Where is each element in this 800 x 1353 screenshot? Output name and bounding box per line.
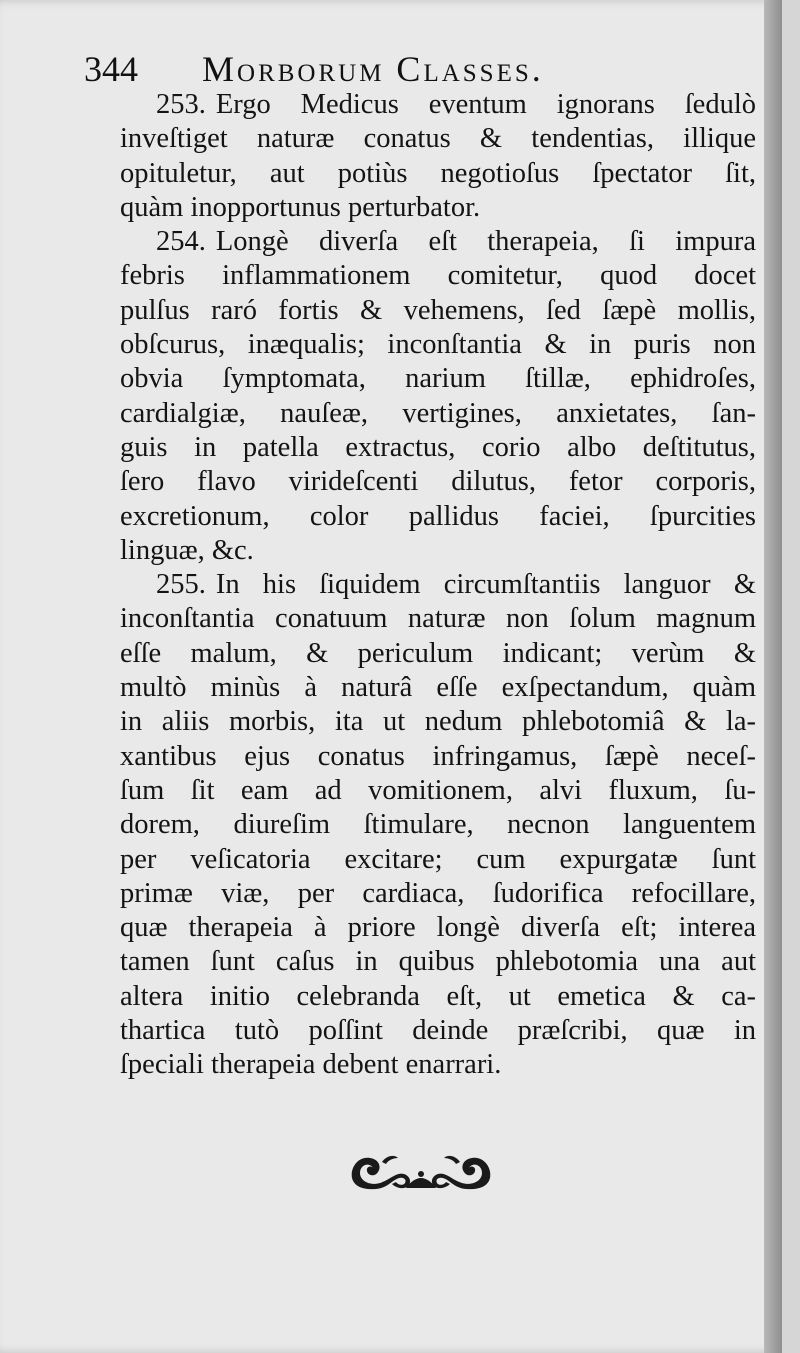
paragraph-255 (84, 568, 756, 1082)
text-line: opituletur, aut potiùs negotioſus ſpectator ſit, (120, 157, 756, 189)
text-line: primæ viæ, per cardiaca, ſudorifica refocillare, (120, 877, 756, 909)
text-line: obvia ſymptomata, narium ſtillæ, ephidroſes, (120, 363, 756, 395)
text-line: tamen ſunt caſus in quibus phlebotomia una aut (120, 946, 756, 978)
text-line: dorem, diureſim ſtimulare, necnon languentem (120, 809, 756, 841)
paragraph-254 (84, 225, 756, 568)
paragraph-number: 253. (156, 89, 206, 120)
text-line: pulſus raró fortis & vehemens, ſed ſæpè mollis, (120, 294, 756, 326)
text-line: inconſtantia conatuum naturæ non ſolum magnum (120, 603, 756, 635)
text-line: in aliis morbis, ita ut nedum phlebotomiâ & la- (120, 706, 756, 738)
text-line: per veſicatoria excitare; cum expurgatæ ſunt (120, 843, 756, 875)
page-number: 344 (84, 49, 138, 89)
text-line: ſum ſit eam ad vomitionem, alvi fluxum, ſu- (120, 774, 756, 806)
text-line: ſero flavo virideſcenti dilutus, fetor corporis, (120, 466, 756, 498)
text-line: quæ therapeia à priore longè diverſa eſt; interea (120, 912, 756, 944)
text-line: guis in patella extractus, corio albo deſtitutus, (120, 431, 756, 463)
text-line: cardialgiæ, nauſeæ, vertigines, anxietates, ſan- (120, 397, 756, 429)
text-line: 253. Ergo Medicus eventum ignorans ſedulò (156, 89, 756, 120)
paragraph-number: 254. (156, 226, 206, 258)
text-line: altera initio celebranda eſt, ut emetica & ca- (120, 980, 756, 1012)
page-edge-shadow (764, 0, 782, 1353)
page-header (84, 44, 764, 94)
text-line: multò minùs à naturâ eſſe exſpectandum, quàm (120, 672, 756, 704)
body-text (84, 88, 756, 1083)
text-line: 254. Longè diverſa eſt therapeia, ſi impura (156, 226, 756, 258)
paragraph-253 (84, 88, 756, 225)
text-line: xantibus ejus conatus infringamus, ſæpè neceſ- (120, 740, 756, 772)
paragraph-number: 255. (156, 569, 206, 601)
text-line: eſſe malum, & periculum indicant; verùm & (120, 637, 756, 669)
text-line: quàm inopportunus perturbator. (120, 191, 481, 223)
text-line: obſcurus, inæqualis; inconſtantia & in puris non (120, 329, 756, 361)
text-line: excretionum, color pallidus faciei, ſpurcities (120, 500, 756, 532)
text-line: inveſtiget naturæ conatus & tendentias, illique (120, 123, 756, 155)
text-line: ſpeciali therapeia debent enarrari. (120, 1049, 502, 1081)
text-line: thartica tutò poſſint deinde præſcribi, quæ in (120, 1015, 756, 1047)
text-line: linguæ, &c. (120, 534, 254, 566)
fleuron-ornament-icon (348, 1148, 494, 1192)
text-line: 255. In his ſiquidem circumſtantiis languor & (156, 569, 756, 601)
running-title: Morborum Classes. (202, 49, 544, 89)
text-line: febris inflammationem comitetur, quod docet (120, 260, 756, 292)
